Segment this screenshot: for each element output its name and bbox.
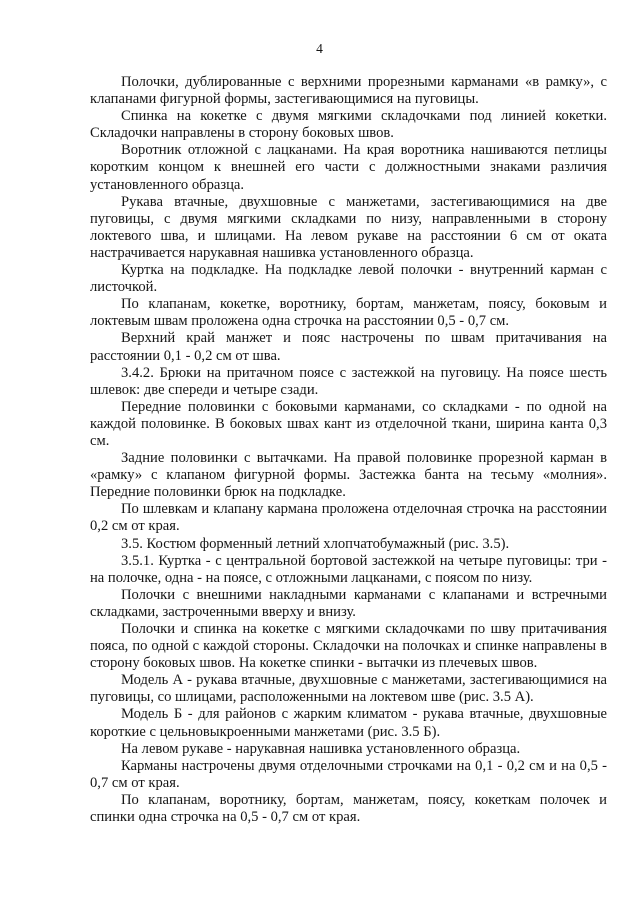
paragraph: Модель А - рукава втачные, двухшовные с манжетами, застегивающимися на пуговицы, со шлицами, расположенными на локтевом шве (рис. 3.5 А). <box>90 672 607 706</box>
paragraph: Полочки и спинка на кокетке с мягкими складочками по шву притачивания пояса, по одной с каждой стороны. Складочки на полочках и спинке направлены в сторону боковых швов. На кокетке спинки - вытачки из плечевых швов. <box>90 621 607 672</box>
paragraph: Модель Б - для районов с жарким климатом - рукава втачные, двухшовные короткие с цельновыкроенными манжетами (рис. 3.5 Б). <box>90 706 607 740</box>
paragraph: На левом рукаве - нарукавная нашивка установленного образца. <box>121 740 521 757</box>
paragraph: Передние половинки с боковыми карманами, со складками - по одной на каждой половинке. В боковых швах кант из отделочной ткани, ширина канта 0,3 см. <box>90 398 607 449</box>
paragraph: Верхний край манжет и пояс настрочены по швам притачивания на расстоянии 0,1 - 0,2 см от шва. <box>90 330 607 364</box>
paragraph: По клапанам, воротнику, бортам, манжетам, поясу, кокеткам полочек и спинки одна строчка на 0,5 - 0,7 см от края. <box>90 791 607 826</box>
paragraph: Задние половинки с вытачками. На правой половинке прорезной карман в «рамку» с клапаном фигурной формы. Застежка банта на тесьму «молния». Передние половинки брюк на подкладке. <box>90 450 607 501</box>
paragraph: По клапанам, кокетке, воротнику, бортам, манжетам, поясу, боковым и локтевым швам проложена одна строчка на расстоянии 0,5 - 0,7 см. <box>90 296 607 330</box>
paragraph: Полочки с внешними накладными карманами с клапанами и встречными складками, застроченными вверху и внизу. <box>90 586 607 620</box>
paragraph: Рукава втачные, двухшовные с манжетами, застегивающимися на две пуговицы, с двумя мягкими складками по низу, направленными в сторону локтевого шва, и шлицами. На левом рукаве на расстоянии 6 см от оката настрачивается нарукавная нашивка установленного образца. <box>90 193 607 261</box>
paragraph: По шлевкам и клапану кармана проложена отделочная строчка на расстоянии 0,2 см от края. <box>90 501 607 535</box>
paragraph: Спинка на кокетке с двумя мягкими складочками под линией кокетки. Складочки направлены в сторону боковых швов. <box>90 108 607 142</box>
page-number: 4 <box>316 41 323 56</box>
paragraph: 3.5. Костюм форменный летний хлопчатобумажный (рис. 3.5). <box>121 535 510 552</box>
paragraph: Полочки, дублированные с верхними прорезными карманами «в рамку», с клапанами фигурной формы, застегивающимися на пуговицы. <box>90 74 607 108</box>
paragraph: Куртка на подкладке. На подкладке левой полочки - внутренний карман с листочкой. <box>90 262 607 296</box>
paragraph: 3.5.1. Куртка - с центральной бортовой застежкой на четыре пуговицы: три - на полочке, одна - на поясе, с отложными лацканами, с поясом по низу. <box>90 552 607 586</box>
paragraph: 3.4.2. Брюки на притачном поясе с застежкой на пуговицу. На поясе шесть шлевок: две спереди и четыре сзади. <box>90 364 607 398</box>
paragraph: Карманы настрочены двумя отделочными строчками на 0,1 - 0,2 см и на 0,5 - 0,7 см от края. <box>90 757 607 791</box>
document-body <box>90 74 607 826</box>
paragraph: Воротник отложной с лацканами. На края воротника нашиваются петлицы коротким концом к внешней его части с должностными знаками различия установленного образца. <box>90 142 607 193</box>
